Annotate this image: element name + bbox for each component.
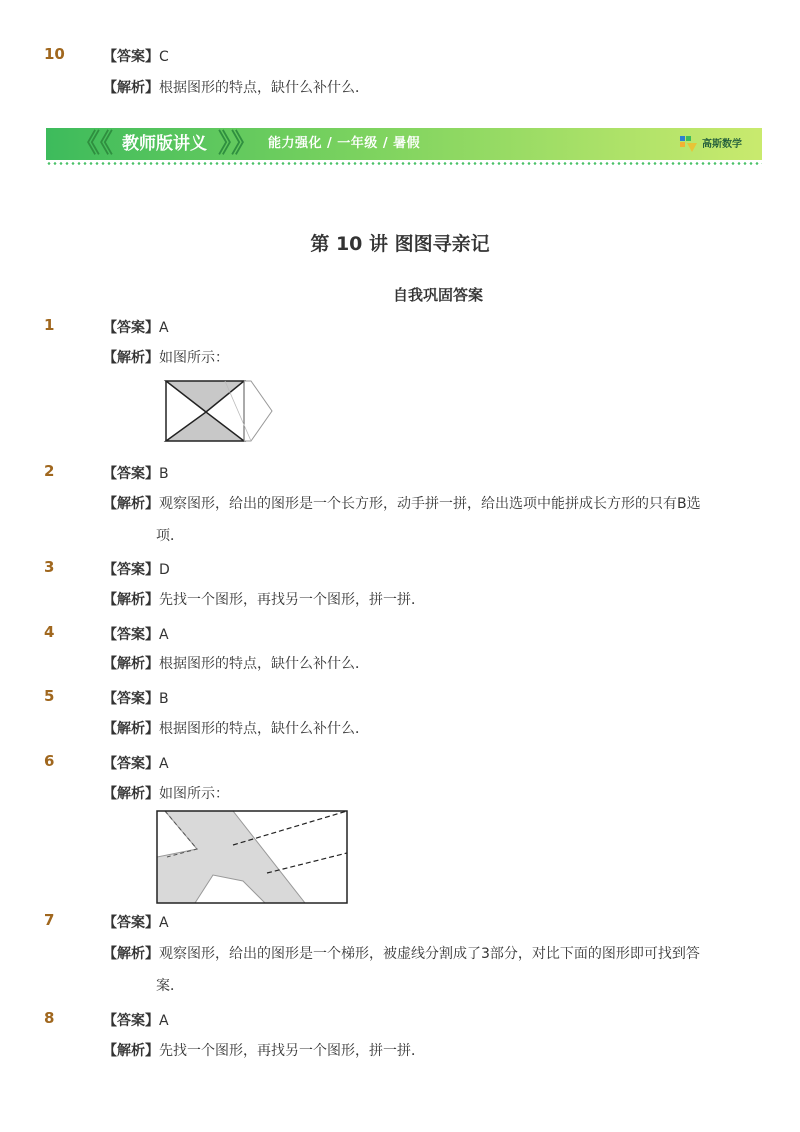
answer-label: 【答案】 — [103, 915, 159, 931]
explanation-text: 如图所示： — [159, 786, 229, 802]
item-number: 5 — [44, 687, 55, 705]
lecture-title: 第 10 讲 图图寻亲记 — [310, 233, 490, 255]
explanation-line — [103, 778, 723, 810]
item-number: 7 — [44, 911, 55, 929]
explanation-line — [103, 938, 723, 1002]
explanation-label: 【解析】 — [103, 80, 159, 96]
explanation-text-continued: 案． — [156, 978, 184, 994]
chevron-left-icon: 《《 — [74, 129, 114, 159]
item-number: 1 — [44, 316, 55, 334]
answer-line — [103, 317, 169, 337]
explanation-label: 【解析】 — [103, 721, 159, 737]
answer-value: D — [159, 562, 170, 578]
explanation-line — [103, 488, 723, 552]
banner-subtitle: 能力强化 / 一年级 / 暑假 — [268, 136, 421, 151]
answer-value: B — [159, 691, 169, 707]
item-number: 4 — [44, 623, 55, 641]
answer-line — [103, 463, 169, 483]
explanation-text-continued: 项． — [156, 528, 184, 544]
answer-label: 【答案】 — [103, 562, 159, 578]
explanation-text: 先找一个图形，再找另一个图形，拼一拼． — [159, 592, 425, 608]
explanation-text: 根据图形的特点，缺什么补什么． — [159, 721, 369, 737]
chevron-right-icon: 》》 — [218, 129, 258, 159]
explanation-label: 【解析】 — [103, 592, 159, 608]
answer-label: 【答案】 — [103, 49, 159, 65]
logo-icon — [679, 134, 699, 154]
figure-6-diagram — [155, 809, 349, 905]
answer-line — [103, 624, 169, 644]
lecture-banner — [46, 128, 762, 160]
dotted-divider — [46, 162, 762, 165]
brand-logo — [679, 134, 742, 154]
section-title: 自我巩固答案 — [392, 286, 483, 304]
explanation-label: 【解析】 — [103, 496, 159, 512]
answer-value: B — [159, 466, 169, 482]
explanation-text: 如图所示： — [159, 350, 229, 366]
explanation-text: 观察图形，给出的图形是一个梯形，被虚线分割成了3部分，对比下面的图形即可找到答 — [159, 946, 700, 962]
explanation-text: 根据图形的特点，缺什么补什么． — [159, 656, 369, 672]
explanation-label: 【解析】 — [103, 786, 159, 802]
explanation-label: 【解析】 — [103, 656, 159, 672]
explanation-text: 根据图形的特点，缺什么补什么． — [159, 80, 369, 96]
answer-line — [103, 688, 169, 708]
answer-label: 【答案】 — [103, 756, 159, 772]
figure-1-diagram — [163, 378, 275, 444]
answer-label: 【答案】 — [103, 320, 159, 336]
explanation-line — [103, 72, 723, 104]
item-number: 3 — [44, 558, 55, 576]
answer-line — [103, 912, 169, 932]
explanation-text: 先找一个图形，再找另一个图形，拼一拼． — [159, 1043, 425, 1059]
answer-value: C — [159, 49, 169, 65]
answer-value: A — [159, 915, 169, 931]
answer-value: A — [159, 320, 169, 336]
explanation-line — [103, 648, 723, 680]
item-number: 6 — [44, 752, 55, 770]
item-number: 8 — [44, 1009, 55, 1027]
answer-line — [103, 1010, 169, 1030]
answer-label: 【答案】 — [103, 466, 159, 482]
logo-text: 高斯数学 — [702, 138, 742, 150]
answer-label: 【答案】 — [103, 691, 159, 707]
explanation-line — [103, 1035, 723, 1067]
explanation-label: 【解析】 — [103, 946, 159, 962]
banner-title: 教师版讲义 — [122, 134, 207, 154]
answer-line — [103, 559, 170, 579]
item-number: 10 — [44, 45, 65, 63]
answer-value: A — [159, 1013, 169, 1029]
explanation-line — [103, 342, 723, 374]
answer-label: 【答案】 — [103, 627, 159, 643]
explanation-label: 【解析】 — [103, 350, 159, 366]
explanation-label: 【解析】 — [103, 1043, 159, 1059]
answer-line — [103, 46, 169, 66]
answer-value: A — [159, 756, 169, 772]
answer-value: A — [159, 627, 169, 643]
item-number: 2 — [44, 462, 55, 480]
explanation-line — [103, 584, 723, 616]
answer-line — [103, 753, 169, 773]
explanation-text: 观察图形，给出的图形是一个长方形，动手拼一拼，给出选项中能拼成长方形的只有B选 — [159, 496, 701, 512]
answer-label: 【答案】 — [103, 1013, 159, 1029]
explanation-line — [103, 713, 723, 745]
